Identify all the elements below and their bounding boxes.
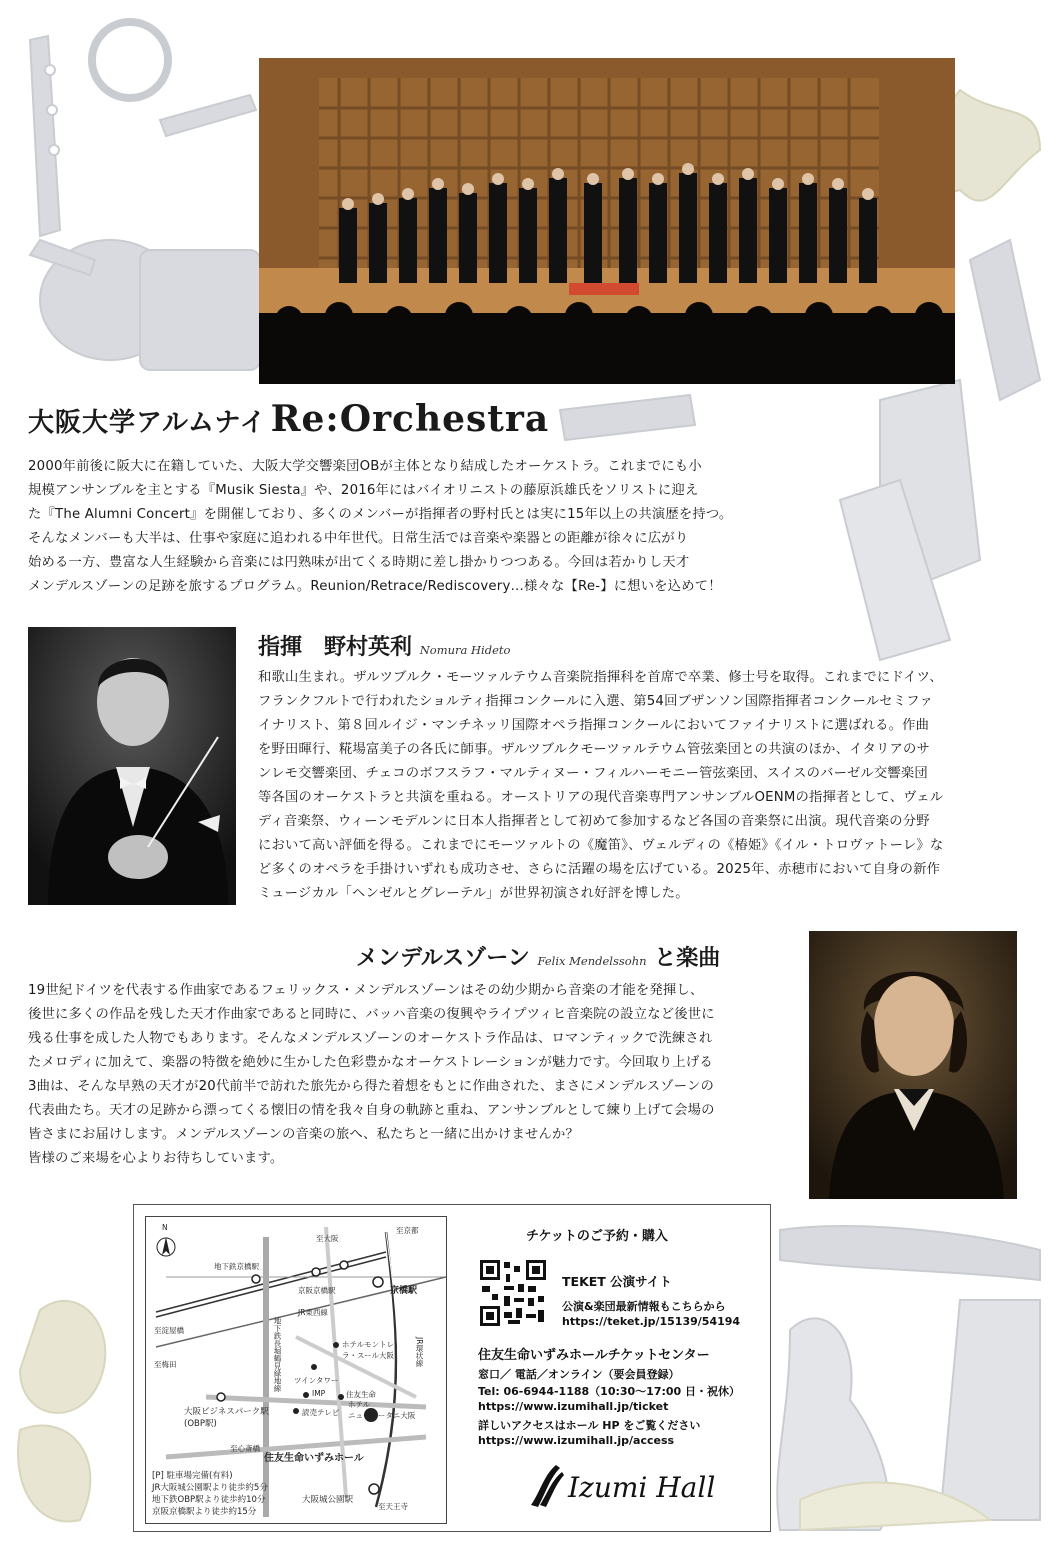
map-label: ツインタワー (294, 1376, 339, 1385)
orchestra-title (28, 398, 549, 440)
mendelssohn-title-jp: メンデルスゾーン (356, 946, 530, 971)
text-line: 3曲は、そんな早熟の天才が20代前半で訪れた旅先から得た着想をもとに作曲された、まさにメンデルスゾーンの (28, 1079, 714, 1094)
orchestra-description (28, 455, 732, 599)
map-label: ホテルモントレ ラ・スール大阪 (342, 1340, 395, 1360)
text-line: 皆様のご来場を心よりお待ちしています。 (28, 1151, 284, 1166)
text-line: そんなメンバーも大半は、仕事や家庭に追われる中年世代。日常生活では音楽や楽器との距離が徐々に広がり (28, 531, 689, 546)
map-label: 住友生命いずみホール (264, 1453, 364, 1464)
map-label: JR大阪城公園駅より徒歩約5分 (152, 1483, 268, 1493)
text-line: メンデルスゾーンの足跡を旅するプログラム。Reunion/Retrace/Rediscovery…様々な【Re-】に想いを込めて！ (28, 579, 722, 594)
map-label: [P] 駐車場完備(有料) (152, 1471, 233, 1481)
text-line: た『The Alumni Concert』を開催しており、多くのメンバーが指揮者の野村氏とは実に15年以上の共演歴を持つ。 (28, 507, 733, 522)
ticket-url-link[interactable]: https://www.izumihall.jp/ticket (478, 1400, 669, 1413)
conductor-name: 野村英利 (324, 635, 413, 660)
map-label: 京阪京橋駅より徒歩約15分 (152, 1507, 257, 1517)
conductor-photo (28, 627, 236, 905)
text-line: 代表曲たち。天才の足跡から漂ってくる懐旧の情を我々自身の軌跡と重ね、アンサンブルとして練り上げて会場の (28, 1103, 715, 1118)
text-line: 始める一方、豊富な人生経験から音楽には円熟味が出てくる時期に差し掛かりつつある。今回は若かりし天才 (28, 555, 690, 570)
access-map (145, 1216, 447, 1524)
map-label: 至天王寺 (378, 1502, 408, 1511)
map-label: IMP (312, 1389, 326, 1398)
teket-url-link[interactable]: https://teket.jp/15139/54194 (562, 1315, 741, 1328)
ticket-heading: チケットのご予約・購入 (526, 1229, 668, 1244)
ticket-center-title: 住友生命いずみホールチケットセンター (478, 1348, 710, 1363)
text-line: 残る仕事を成した人物でもあります。そんなメンデルスゾーンのオーケストラ作品は、ロマンティックで洗練され (28, 1031, 713, 1046)
text-line: 規模アンサンブルを主とする『Musik Siesta』や、2016年にはバイオリニストの藤原浜雄氏をソリストに迎え (28, 483, 699, 498)
text-line: において高い評価を得る。これまでにモーツァルトの《魔笛》、ヴェルディの《椿姫》《イル・トロヴァトーレ》な (258, 838, 944, 853)
text-line: 後世に多くの作品を残した天才作曲家であると同時に、バッハ音楽の復興やライプツィヒ音楽院の設立など後世に (28, 1007, 715, 1022)
map-label: 地下鉄OBP駅より徒歩約10分 (152, 1495, 266, 1505)
orchestra-title-en: Re:Orchestra (270, 398, 550, 440)
map-label: 至京都 (396, 1226, 419, 1235)
map-label: 至心斎橋 (230, 1444, 260, 1453)
ticket-center-tel: Tel: 06-6944-1188（10:30〜17:00 日・祝休） (478, 1385, 741, 1398)
access-ticket-box (133, 1204, 771, 1532)
access-url-link[interactable]: https://www.izumihall.jp/access (478, 1434, 675, 1447)
conductor-title (258, 630, 510, 661)
orchestra-photo (259, 58, 955, 384)
text-line: 19世紀ドイツを代表する作曲家であるフェリックス・メンデルスゾーンはその幼少期から音楽の才能を発揮し、 (28, 983, 704, 998)
map-label: 地下鉄京橋駅 (214, 1262, 259, 1271)
text-line: ど多くのオペラを手掛けいずれも成功させ、さらに活躍の場を広げている。2025年、赤穂市において自身の新作 (258, 862, 941, 877)
ticket-center-methods: 窓口／ 電話／オンライン（要会員登録） (478, 1368, 680, 1381)
text-line: イナリスト、第８回ルイジ・マンチネッリ国際オペラ指揮コンクールにおいてファイナリストに選ばれる。作曲 (258, 718, 930, 733)
conductor-role: 指揮 (258, 635, 303, 660)
map-label: 読売テレビ (302, 1408, 340, 1417)
access-note: 詳しいアクセスはホール HP をご覧ください (478, 1419, 701, 1432)
text-line: 皆さまにお届けします。メンデルスゾーンの音楽の旅へ、私たちと一緒に出かけませんか？ (28, 1127, 579, 1142)
map-label: ホテル ニューオータニ大阪 (348, 1400, 416, 1420)
teket-title: TEKET 公演サイト (562, 1274, 672, 1289)
map-label: 大阪城公園駅 (302, 1495, 354, 1505)
text-line: を野田暉行、糀場富美子の各氏に師事。ザルツブルクモーツァルテウム管弦楽団との共演のほか、イタリアのサ (258, 742, 931, 757)
orchestra-title-jp: 大阪大学アルムナイ (28, 408, 267, 438)
text-line: ンレモ交響楽団、チェコのボフスラフ・マルティヌー・フィルハーモニー管弦楽団、スイスのバーゼル交響楽団 (258, 766, 928, 781)
izumi-hall-logo-icon (526, 1460, 566, 1510)
conductor-biography (258, 666, 943, 906)
text-line: フランクフルトで行われたショルティ指揮コンクールに入選、第54回ブザンソン国際指揮者コンクールセミファ (258, 694, 933, 709)
map-label: 至梅田 (154, 1360, 177, 1369)
mendelssohn-portrait (809, 931, 1017, 1199)
conductor-roman-name: Nomura Hideto (419, 643, 511, 657)
map-label: 大阪ビジネスパーク駅 (OBP駅) (184, 1407, 269, 1429)
text-line: 等各国のオーケストラと共演を重ねる。オーストリアの現代音楽専門アンサンブルOENMの指揮者として、ヴェル (258, 790, 944, 805)
mendelssohn-description (28, 979, 715, 1171)
map-label: 地下鉄長堀鶴見緑地線 (273, 1317, 282, 1392)
map-label: 至大阪 (316, 1234, 339, 1243)
text-line: ミュージカル「ヘンゼルとグレーテル」が世界初演され好評を博した。 (258, 886, 689, 901)
mendelssohn-title (356, 941, 720, 972)
map-label: 京阪京橋駅 (298, 1286, 336, 1295)
teket-sub: 公演&楽団最新情報もこちらから (562, 1300, 726, 1313)
map-label: 至淀屋橋 (154, 1326, 184, 1335)
qr-code-icon[interactable] (478, 1258, 548, 1328)
mendelssohn-roman-name: Felix Mendelssohn (537, 954, 647, 968)
map-label: 住友生命 (346, 1390, 376, 1399)
map-label: 京橋駅 (390, 1286, 418, 1296)
text-line: たメロディに加えて、楽器の特徴を絶妙に生かした色彩豊かなオーケストレーションが魅力です。今回取り上げる (28, 1055, 713, 1070)
map-label: JR東西線 (298, 1308, 328, 1317)
text-line: ディ音楽祭、ウィーンモデルンに日本人指揮者として初めて参加するなど各国の音楽祭に出演。現代音楽の分野 (258, 814, 930, 829)
text-line: 和歌山生まれ。ザルツブルク・モーツァルテウム音楽院指揮科を首席で卒業、修士号を取得。これまでにドイツ、 (258, 670, 943, 685)
mendelssohn-title-suffix: と楽曲 (654, 946, 721, 971)
izumi-hall-logo-text: Izumi Hall (568, 1471, 716, 1504)
text-line: 2000年前後に阪大に在籍していた、大阪大学交響楽団OBが主体となり結成したオーケストラ。これまでにも小 (28, 459, 702, 474)
map-label: JR環状線 (415, 1337, 424, 1367)
map-north-label: N (162, 1223, 168, 1232)
